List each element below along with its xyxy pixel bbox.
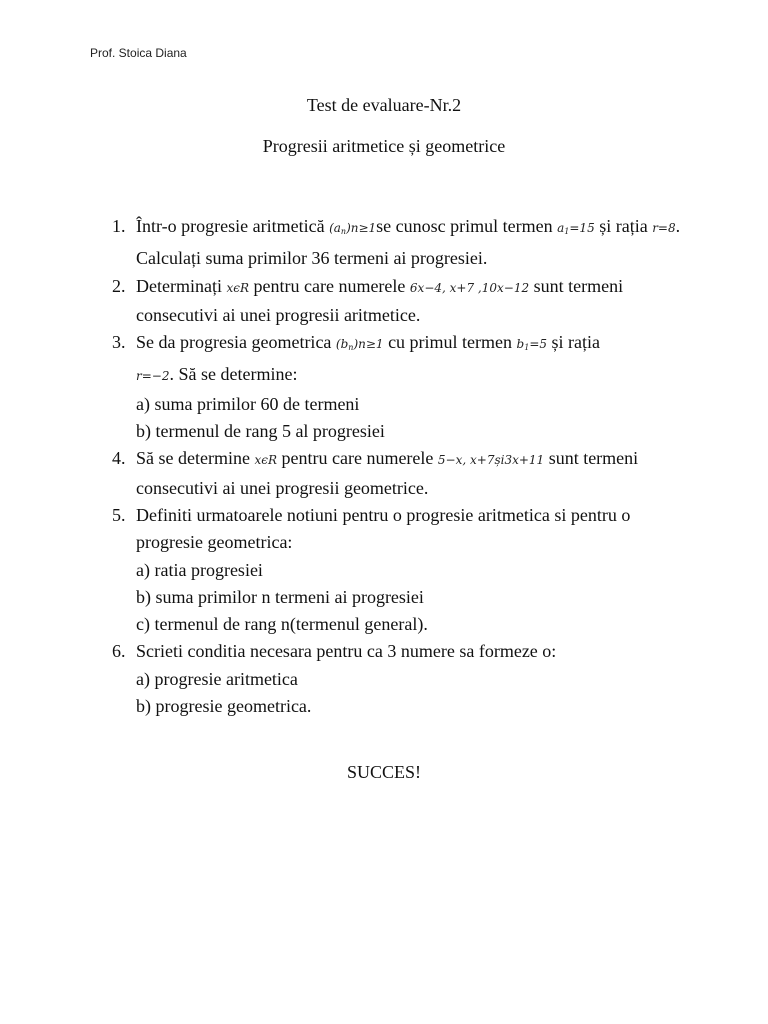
closing-message: SUCCES!	[346, 762, 422, 782]
math-ratio: r=8	[652, 221, 676, 235]
math-sequence: $(a_n)n\ge 1$	[329, 221, 377, 236]
subitem-b: b) progresie geometrica.	[136, 696, 312, 717]
math-domain: xϵR	[254, 453, 277, 468]
exercise-list	[112, 213, 682, 720]
math-first-term: $a_1=15$	[557, 221, 595, 236]
text-segment: Într-o progresie aritmetică	[136, 216, 330, 236]
text-segment: sunt termeni consecutivi ai unei progresii aritmetice.	[136, 275, 624, 325]
exercise-text	[136, 273, 682, 330]
text-segment: Scrieti conditia necesara pentru ca 3 numere sa formeze o:	[136, 641, 557, 662]
text-segment: Se da progresia geometrica	[136, 332, 336, 353]
exercise-text	[136, 329, 682, 445]
text-segment: se cunosc primul termen	[376, 216, 558, 236]
math-terms: 5−x, x+7și3x+11	[437, 453, 545, 468]
exercise-number: 3.	[112, 332, 126, 353]
math-terms: 6x−4, x+7 ,10x−12	[409, 280, 530, 295]
text-segment: Să se determine	[136, 448, 255, 469]
subitem-b: b) suma primilor n termeni ai progresiei	[136, 586, 424, 607]
exercise-number: 1.	[112, 216, 126, 236]
exercise-text	[136, 502, 682, 638]
text-segment: pentru care numerele	[249, 275, 410, 296]
text-segment: și rația	[594, 216, 653, 236]
subitem-a: a) suma primilor 60 de termeni	[136, 393, 360, 414]
test-title: Test de evaluare-Nr.2	[306, 95, 462, 115]
subitem-a: a) progresie aritmetica	[136, 668, 298, 689]
exercise-2	[112, 273, 682, 330]
text-segment: pentru care numerele	[277, 448, 438, 469]
exercise-4	[112, 445, 682, 502]
math-sequence: $(b_n)n\ge 1$	[335, 337, 384, 353]
exercise-6	[112, 638, 682, 720]
text-segment: Definiti urmatoarele notiuni pentru o progresie aritmetica si pentru o progresie geometrica:	[136, 504, 631, 553]
subitem-b: b) termenul de rang 5 al progresiei	[136, 421, 385, 442]
exercise-3	[112, 329, 682, 445]
exercise-text	[136, 213, 682, 273]
text-segment: sunt termeni consecutivi ai unei progresii geometrice.	[136, 448, 639, 498]
math-ratio: r=−2	[136, 369, 170, 384]
math-domain: xϵR	[226, 280, 249, 295]
exercise-1	[112, 213, 682, 273]
text-segment: cu primul termen	[383, 332, 517, 353]
exercise-text	[136, 638, 682, 720]
exercise-number: 6.	[112, 641, 126, 662]
math-first-term: $b_1=5$	[516, 337, 548, 353]
exercise-text	[136, 445, 682, 502]
exercise-number: 5.	[112, 504, 126, 525]
subitem-c: c) termenul de rang n(termenul general).	[136, 614, 428, 635]
exercise-number: 4.	[112, 448, 126, 469]
exercise-number: 2.	[112, 275, 126, 296]
test-subtitle: Progresii aritmetice și geometrice	[262, 136, 506, 156]
text-segment: . Calculați suma primilor 36 termeni ai progresiei.	[136, 216, 681, 269]
author-name: Prof. Stoica Diana	[90, 46, 187, 60]
text-segment: . Să se determine:	[169, 364, 298, 385]
exercise-5	[112, 502, 682, 638]
text-segment: și rația	[547, 332, 600, 353]
text-segment: Determinați	[136, 275, 227, 296]
subitem-a: a) ratia progresiei	[136, 559, 263, 580]
